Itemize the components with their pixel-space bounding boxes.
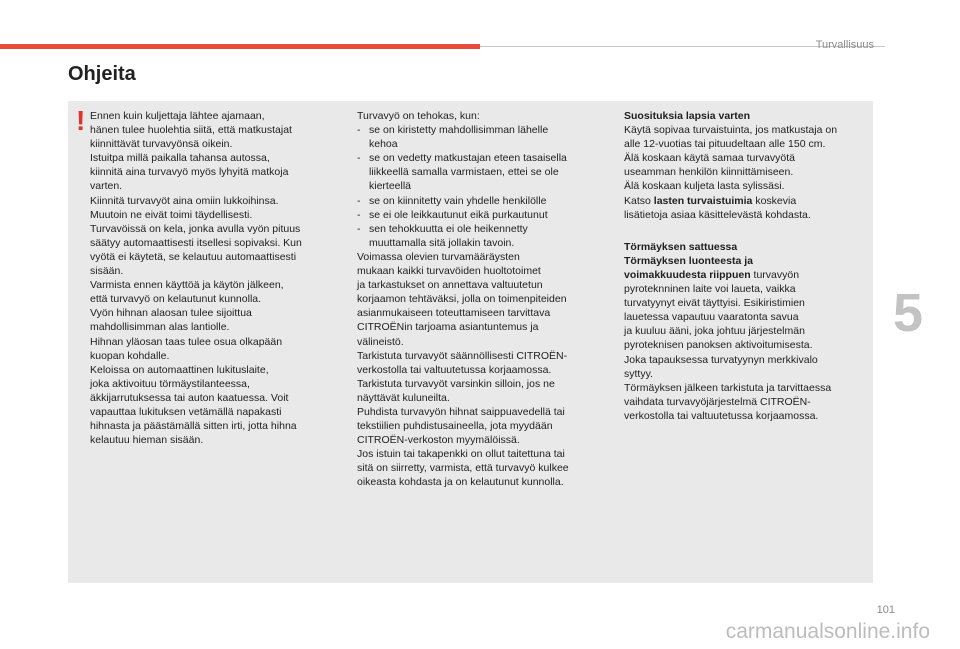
crash-heading: Törmäyksen sattuessa bbox=[624, 240, 738, 253]
list-dash: - bbox=[357, 222, 361, 235]
text-line: Muutoin ne eivät toimi täydellisesti. bbox=[90, 208, 253, 221]
list-dash: - bbox=[357, 208, 361, 221]
page-title: Ohjeita bbox=[68, 63, 136, 85]
text-line: asianmukaiseen toteuttamiseen tarvittava bbox=[357, 307, 551, 320]
intro-line: Turvavyö on tehokas, kun: bbox=[357, 110, 480, 122]
text-line: pyroteknninen laite voi laueta, vaikka bbox=[624, 283, 796, 296]
text-line: turvatyynyt eivät täyttyisi. Esikiristimien bbox=[624, 297, 805, 310]
text-line: Keloissa on automaattinen lukituslaite, bbox=[90, 363, 269, 376]
text-line: äkkijarrutuksessa tai auton kaatuessa. Voit bbox=[90, 391, 289, 404]
text-line: mukaan kaikki turvavöiden huoltotoimet bbox=[357, 265, 541, 278]
text-line: hihnasta ja päästämällä sitten irti, jotta hihna bbox=[90, 420, 297, 433]
text-line: Törmäyksen jälkeen tarkistuta ja tarvittaessa bbox=[624, 381, 832, 394]
see-reference bbox=[624, 194, 872, 208]
condition-item bbox=[357, 194, 612, 208]
list-dash: - bbox=[357, 124, 361, 137]
text-line: sitä on siirretty, varmista, että turvavyö kulkee bbox=[357, 462, 569, 475]
text-line: alle 12-vuotias tai pituudeltaan alle 150 cm. bbox=[624, 138, 826, 151]
text-line: Puhdista turvavyön hihnat saippuavedellä tai bbox=[357, 405, 565, 418]
text-line: välineistö. bbox=[357, 335, 404, 348]
list-dash: - bbox=[357, 152, 361, 165]
text-line: ja kuuluu ääni, joka johtuu järjestelmän bbox=[624, 325, 805, 338]
text-line: Istuitpa millä paikalla tahansa autossa, bbox=[90, 152, 270, 165]
text-line: pyroteknisen panoksen aktivoitumisesta. bbox=[624, 339, 813, 352]
text-line: Vyön hihnan alaosan tulee sijoittua bbox=[90, 307, 252, 320]
condition-text: sen tehokkuutta ei ole heikennetty bbox=[369, 222, 528, 235]
condition-text: se on vedetty matkustajan eteen tasaisella bbox=[369, 152, 567, 165]
text-line: varten. bbox=[90, 180, 123, 193]
header-accent-bar bbox=[0, 44, 480, 49]
text-line: tekstiilien puhdistusaineella, jota myydään bbox=[357, 420, 553, 433]
text-line: Voimassa olevien turvamääräysten bbox=[357, 250, 520, 263]
text-line: Hihnan yläosan taas tulee osua olkapään bbox=[90, 335, 283, 348]
list-dash: - bbox=[357, 194, 361, 207]
text-line: Jos istuin tai takapenkki on ollut taitettuna tai bbox=[357, 448, 565, 461]
text-line: kiinnitä aina turvavyö myös lyhyitä matkoja bbox=[90, 166, 289, 179]
condition-text: muuttamalla sitä jollakin tavoin. bbox=[369, 236, 515, 249]
text-line: kiinnittävät turvavyönsä oikein. bbox=[90, 138, 233, 151]
text-line: syttyy. bbox=[624, 367, 653, 380]
text-line: hänen tulee huolehtia siitä, että matkustajat bbox=[90, 124, 292, 137]
watermark: carmanualsonline.info bbox=[725, 620, 930, 643]
section-label: Turvallisuus bbox=[815, 39, 874, 51]
text-line: sisään. bbox=[90, 265, 124, 278]
text-line: vyötä ei käytetä, se kelautuu automaattisesti bbox=[90, 250, 297, 263]
text-line: oikeasta kohdasta ja on kelautunut kunnolla. bbox=[357, 476, 564, 489]
text-line: lauetessa vapautuu vaaratonta savua bbox=[624, 311, 799, 324]
text-line: Älä koskaan kuljeta lasta sylissäsi. bbox=[624, 180, 785, 193]
condition-item bbox=[357, 151, 612, 165]
text-line: verkostolla tai valtuutetussa korjaamossa. bbox=[624, 409, 819, 422]
text-line: Joka tapauksessa turvatyynyn merkkivalo bbox=[624, 353, 818, 366]
text-line: Turvavöissä on kela, jonka avulla vyön pituus bbox=[90, 222, 301, 235]
see-suffix: koskevia bbox=[752, 194, 797, 207]
condition-text: liikkeellä samalla varmistaen, ettei se ole bbox=[369, 166, 559, 179]
text-line: kelautuu hieman sisään. bbox=[90, 434, 204, 447]
crash-line bbox=[624, 268, 872, 282]
text-line: Ennen kuin kuljettaja lähtee ajamaan, bbox=[90, 110, 265, 122]
child-heading: Suosituksia lapsia varten bbox=[624, 110, 751, 122]
text-line: useamman henkilön kiinnittämiseen. bbox=[624, 166, 794, 179]
spacer bbox=[624, 222, 872, 240]
condition-item bbox=[357, 208, 612, 222]
text-line: kuopan kohdalle. bbox=[90, 349, 170, 362]
text-line: näyttävät kuluneilta. bbox=[357, 391, 450, 404]
column-3 bbox=[624, 109, 872, 423]
condition-text: se ei ole leikkautunut eikä purkautunut bbox=[369, 208, 548, 221]
text-line: säätyy automaattisesti itsellesi sopivaksi. Kun bbox=[90, 236, 302, 249]
text-line: Varmista ennen käyttöä ja käytön jälkeen, bbox=[90, 279, 284, 292]
crash-suffix: turvavyön bbox=[750, 268, 800, 281]
text-line: korjaamon tehtäväksi, jolla on toimenpiteiden bbox=[357, 293, 567, 306]
page-number: 101 bbox=[876, 604, 895, 616]
column-2 bbox=[357, 109, 612, 490]
text-line: CITROËN-verkoston myymälöissä. bbox=[357, 434, 520, 447]
text-line: Käytä sopivaa turvaistuinta, jos matkustaja on bbox=[624, 124, 838, 137]
condition-item bbox=[357, 123, 612, 137]
warning-icon: ! bbox=[76, 105, 86, 136]
text-line: Tarkistuta turvavyöt säännöllisesti CITROËN- bbox=[357, 349, 568, 362]
see-prefix: Katso bbox=[624, 194, 654, 207]
crash-subheading: Törmäyksen luonteesta ja bbox=[624, 254, 753, 267]
condition-item bbox=[357, 222, 612, 236]
condition-text: se on kiristetty mahdollisimman lähelle bbox=[369, 124, 549, 137]
text-line: vapauttaa lukituksen vetämällä napakasti bbox=[90, 405, 282, 418]
chapter-number: 5 bbox=[892, 283, 924, 343]
see-link: lasten turvaistuimia bbox=[653, 194, 753, 207]
condition-text: kehoa bbox=[369, 138, 398, 151]
text-line: lisätietoja asiaa käsittelevästä kohdasta. bbox=[624, 208, 811, 221]
text-line: CITROËNin tarjoama asiantuntemus ja bbox=[357, 321, 539, 334]
column-1 bbox=[90, 109, 350, 447]
text-line: Tarkistuta turvavyöt varsinkin silloin, jos ne bbox=[357, 377, 555, 390]
text-line: mahdollisimman alas lantiolle. bbox=[90, 321, 230, 334]
text-line: Älä koskaan käytä samaa turvavyötä bbox=[624, 152, 796, 165]
text-line: joka aktivoituu törmäystilanteessa, bbox=[90, 377, 250, 390]
text-line: ja tarkastukset on annettava valtuutetun bbox=[357, 279, 543, 292]
text-line: verkostolla tai valtuutetussa korjaamossa. bbox=[357, 363, 552, 376]
text-line: vaihdata turvavyöjärjestelmä CITROËN- bbox=[624, 395, 811, 408]
condition-text: kierteellä bbox=[369, 180, 412, 193]
condition-text: se on kiinnitetty vain yhdelle henkilölle bbox=[369, 194, 547, 207]
crash-bold: voimakkuudesta riippuen bbox=[624, 268, 751, 281]
text-line: että turvavyö on kelautunut kunnolla. bbox=[90, 293, 262, 306]
text-line: Kiinnitä turvavyöt aina omiin lukkoihinsa. bbox=[90, 194, 279, 207]
